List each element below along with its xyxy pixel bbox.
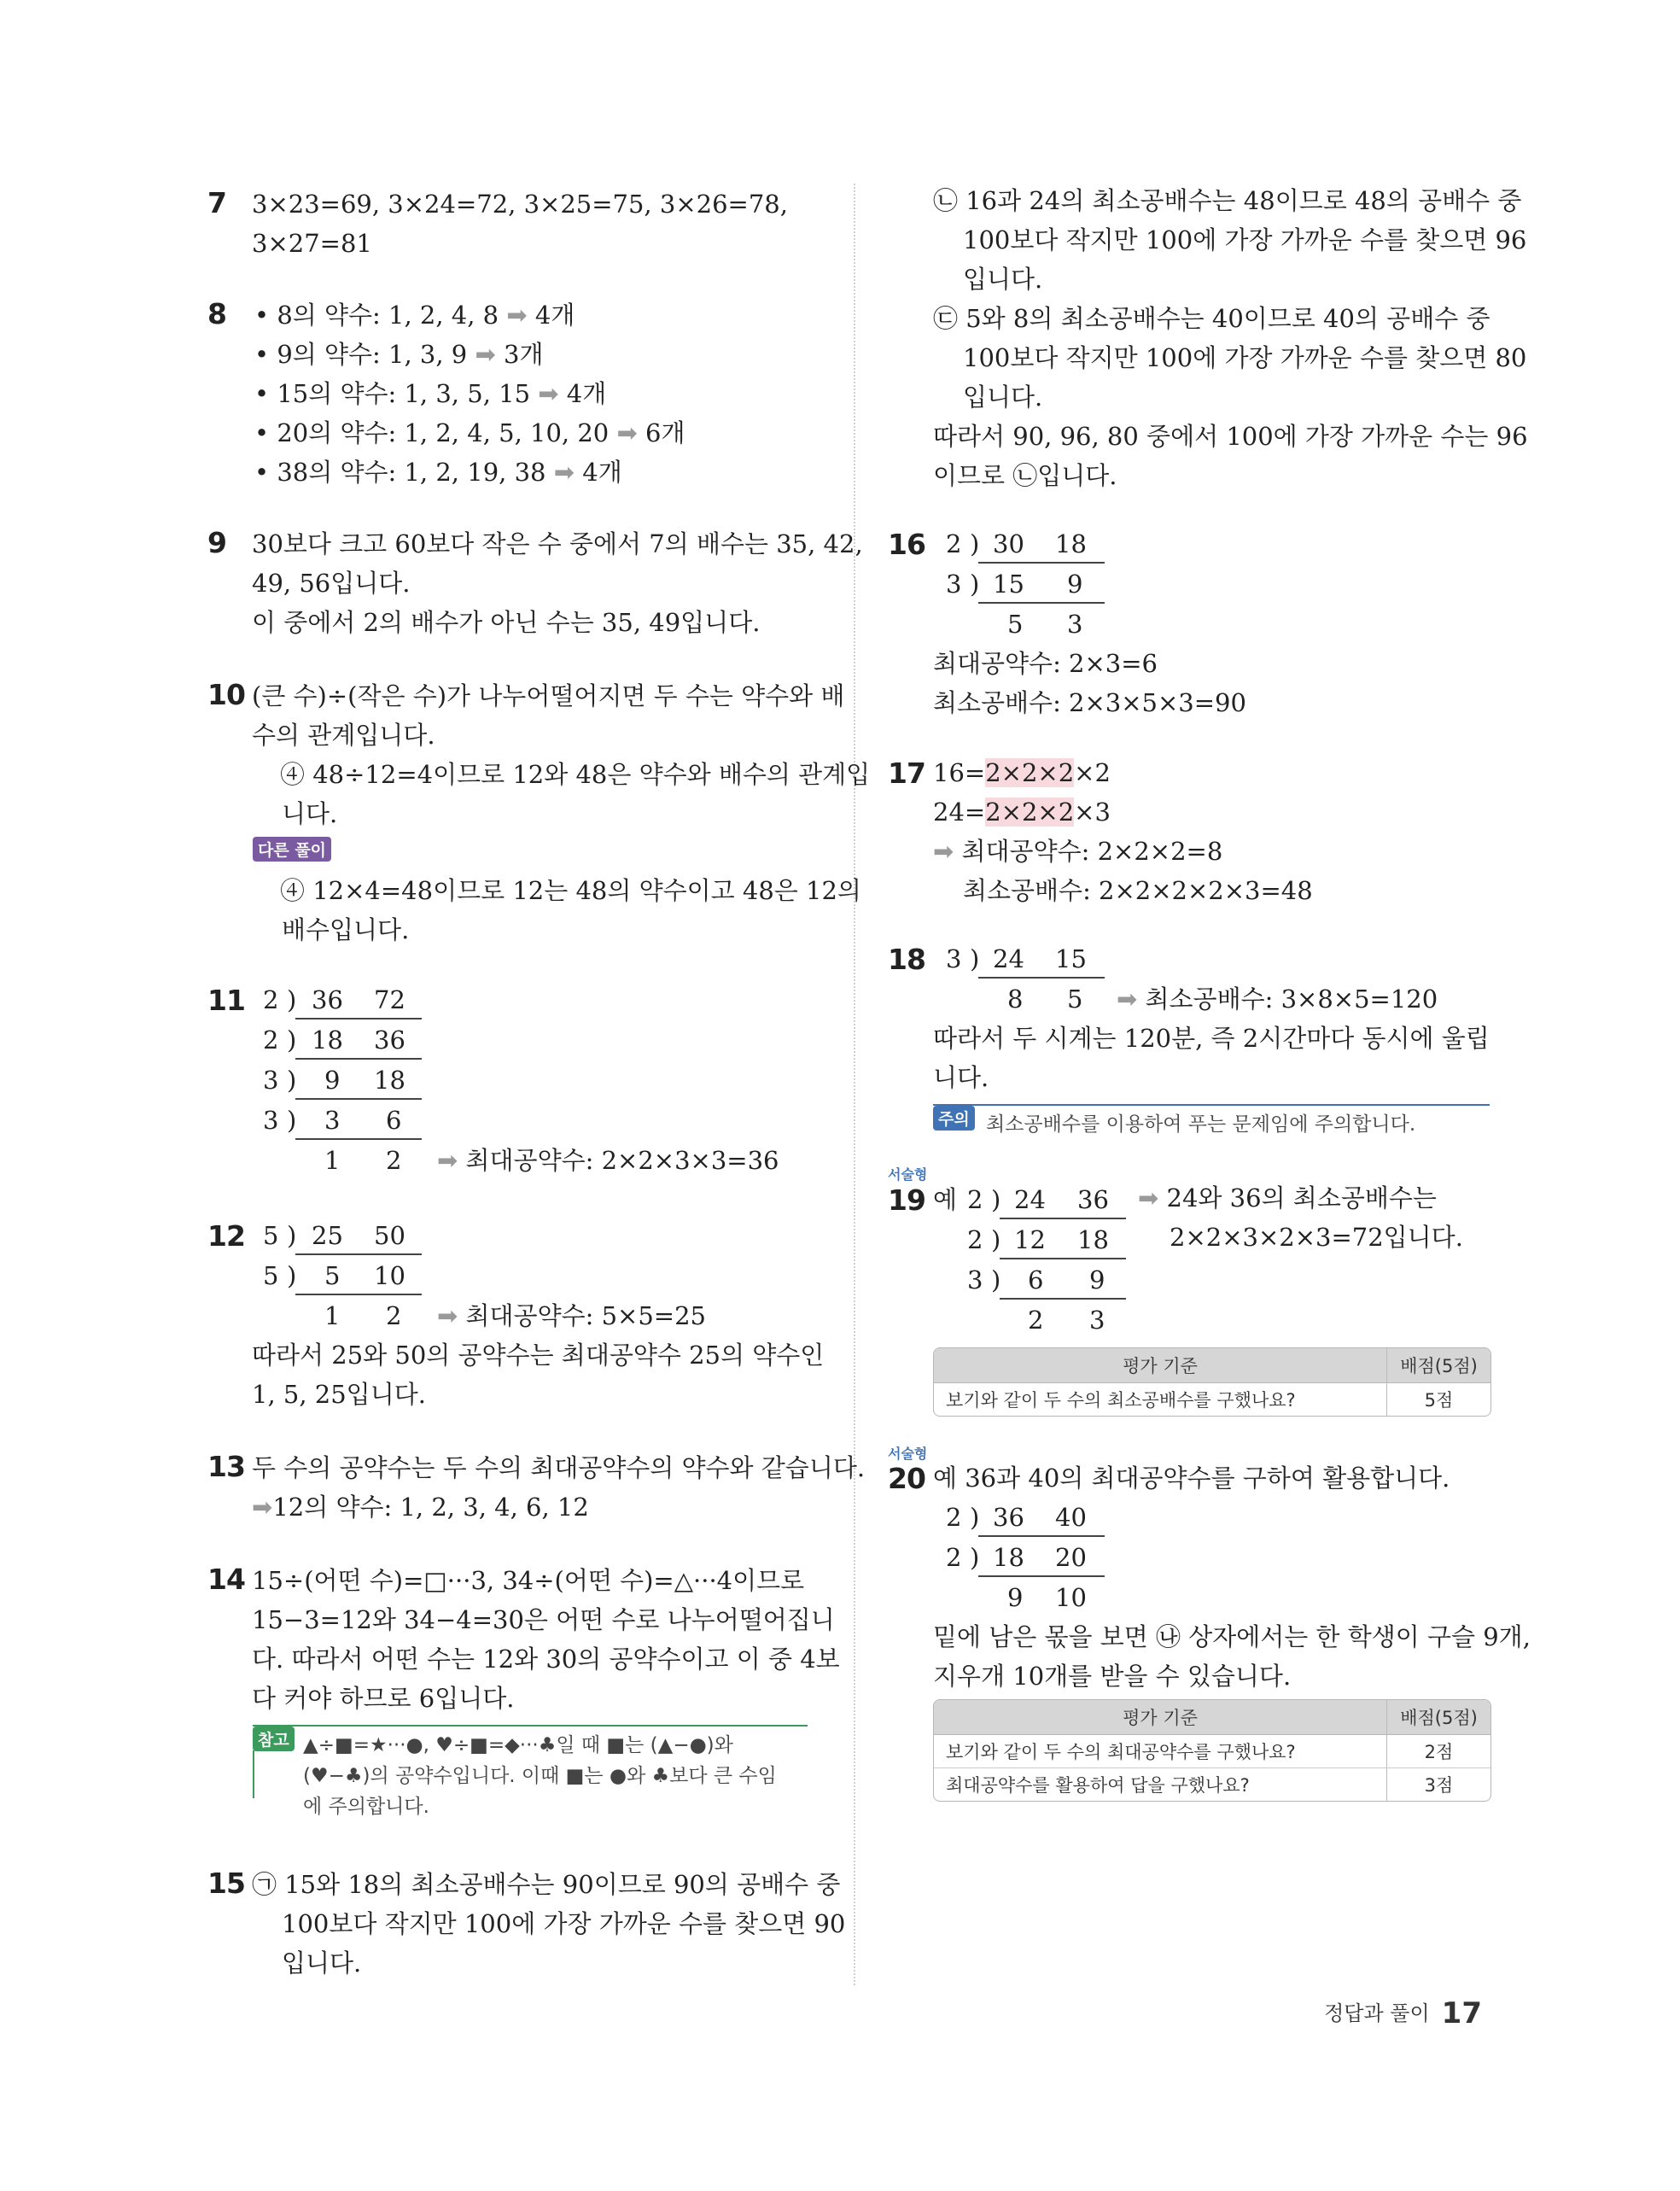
q13-number: 13 [207, 1450, 245, 1483]
q8-item: • 20의 약수: 1, 2, 4, 5, 10, 20 ➡ 6개 [254, 418, 685, 447]
q16-line2: 최소공배수: 2×3×5×3=90 [933, 688, 1246, 717]
q14-number: 14 [207, 1563, 245, 1596]
q7-number: 7 [207, 186, 226, 219]
q14-note1: ▲÷■=★···●, ♥÷■=◆···♣일 때 ■는 (▲−●)와 [303, 1734, 733, 1756]
q15-line3: 입니다. [282, 1949, 362, 1978]
other-solution-tag: 다른 풀이 [253, 837, 331, 862]
q17-line1: 16=2×2×2×2 [933, 758, 1111, 787]
q13-line2: ➡12의 약수: 1, 2, 3, 4, 6, 12 [252, 1493, 589, 1522]
q10-line5: ④ 12×4=48이므로 12는 48의 약수이고 48은 12의 [280, 876, 861, 905]
arrow-icon: ➡ [1138, 1183, 1159, 1212]
essay-label: 서술형 [888, 1166, 928, 1183]
q18-line2: 니다. [933, 1063, 989, 1092]
q14-line2: 15−3=12와 34−4=30은 어떤 수로 나누어떨어집니 [252, 1605, 835, 1634]
arrow-icon: ➡ [506, 301, 528, 330]
q10-line2: 수의 관계입니다. [252, 721, 435, 750]
q7-line2: 3×27=81 [252, 229, 372, 258]
q8-item: • 9의 약수: 1, 3, 9 ➡ 3개 [254, 340, 544, 369]
caution-rule [933, 1104, 1490, 1106]
q15-right6: 입니다. [963, 383, 1043, 412]
q18-line1: 따라서 두 시계는 120분, 즉 2시간마다 동시에 울립 [933, 1024, 1490, 1053]
q20-number: 20 [888, 1462, 925, 1495]
q14-note3: 에 주의합니다. [303, 1796, 429, 1818]
reference-tag: 참고 [253, 1727, 295, 1751]
q10-line1: (큰 수)÷(작은 수)가 나누어떨어지면 두 수는 약수와 배 [252, 681, 845, 710]
q19-number: 19 [888, 1183, 925, 1217]
q15-right4: ㉢ 5와 8의 최소공배수는 40이므로 40의 공배수 중 [933, 304, 1490, 333]
q14-line1: 15÷(어떤 수)=□···3, 34÷(어떤 수)=△···4이므로 [252, 1566, 805, 1595]
column-divider [854, 184, 855, 1985]
note-rule [253, 1725, 808, 1727]
q20-grading-table: 평가 기준 배점(5점) 보기와 같이 두 수의 최대공약수를 구했나요? 2점 최대공약수를 활용하여 답을 구했나요? 3점 [933, 1699, 1491, 1802]
arrow-icon: ➡ [616, 418, 638, 447]
q15-number: 15 [207, 1867, 245, 1900]
q8-number: 8 [207, 297, 226, 330]
arrow-icon: ➡ [1117, 984, 1138, 1014]
table-row: 최대공약수를 활용하여 답을 구했나요? 3점 [934, 1768, 1490, 1801]
q10-line4: 니다. [282, 799, 338, 828]
q16-number: 16 [888, 528, 925, 561]
q8-item: • 38의 약수: 1, 2, 19, 38 ➡ 4개 [254, 458, 622, 487]
q15-line1: ㉠ 15와 18의 최소공배수는 90이므로 90의 공배수 중 [252, 1870, 841, 1899]
q7-line1: 3×23=69, 3×24=72, 3×25=75, 3×26=78, [252, 190, 788, 219]
q15-right1: ㉡ 16과 24의 최소공배수는 48이므로 48의 공배수 중 [933, 186, 1522, 215]
q16-line1: 최대공약수: 2×3=6 [933, 649, 1158, 678]
q17-number: 17 [888, 757, 925, 790]
caution-tag: 주의 [933, 1106, 975, 1131]
footer-label: 정답과 풀이 [1324, 2001, 1430, 2025]
table-row: 보기와 같이 두 수의 최소공배수를 구했나요? 5점 [934, 1383, 1490, 1416]
q9-number: 9 [207, 526, 226, 559]
q18-number: 18 [888, 943, 925, 976]
q19-answer1: ➡ 24와 36의 최소공배수는 [1138, 1183, 1437, 1212]
q10-line6: 배수입니다. [282, 915, 410, 944]
q9-line2: 49, 56입니다. [252, 569, 411, 598]
q18-answer: ➡ 최소공배수: 3×8×5=120 [1117, 984, 1438, 1014]
q15-right8: 이므로 ㉡입니다. [933, 461, 1117, 490]
q14-line4: 다 커야 하므로 6입니다. [252, 1684, 515, 1713]
q11-answer: ➡ 최대공약수: 2×2×3×3=36 [437, 1146, 779, 1175]
q15-right5: 100보다 작지만 100에 가장 가까운 수를 찾으면 80 [963, 343, 1527, 372]
q12-answer: ➡ 최대공약수: 5×5=25 [437, 1301, 706, 1330]
page-number: 17 [1441, 1996, 1482, 2030]
q9-line3: 이 중에서 2의 배수가 아닌 수는 35, 49입니다. [252, 608, 761, 637]
arrow-icon: ➡ [538, 379, 559, 408]
table-row: 보기와 같이 두 수의 최대공약수를 구했나요? 2점 [934, 1735, 1490, 1768]
q8-item: • 8의 약수: 1, 2, 4, 8 ➡ 4개 [254, 301, 575, 330]
example-mark: 예 [933, 1185, 958, 1214]
q12-number: 12 [207, 1219, 245, 1253]
q13-line1: 두 수의 공약수는 두 수의 최대공약수의 약수와 같습니다. [252, 1453, 866, 1482]
arrow-icon: ➡ [252, 1493, 273, 1522]
q15-right3: 입니다. [963, 265, 1043, 294]
q15-right2: 100보다 작지만 100에 가장 가까운 수를 찾으면 96 [963, 225, 1527, 254]
q14-line3: 다. 따라서 어떤 수는 12와 30의 공약수이고 이 중 4보 [252, 1645, 840, 1674]
q8-item: • 15의 약수: 1, 3, 5, 15 ➡ 4개 [254, 379, 607, 408]
q9-line1: 30보다 크고 60보다 작은 수 중에서 7의 배수는 35, 42, [252, 529, 863, 558]
q18-note: 최소공배수를 이용하여 푸는 문제임에 주의합니다. [986, 1113, 1416, 1136]
q17-line2: 24=2×2×2×3 [933, 798, 1111, 827]
q20-line1: 밑에 남은 몫을 보면 ㉯ 상자에서는 한 학생이 구슬 9개, [933, 1622, 1531, 1651]
arrow-icon: ➡ [553, 458, 575, 487]
q19-grading-table: 평가 기준 배점(5점) 보기와 같이 두 수의 최소공배수를 구했나요? 5점 [933, 1347, 1491, 1417]
arrow-icon: ➡ [437, 1146, 458, 1175]
q12-line1: 따라서 25와 50의 공약수는 최대공약수 25의 약수인 [252, 1341, 825, 1370]
note-side-rule [253, 1750, 254, 1798]
q10-number: 10 [207, 678, 245, 711]
arrow-icon: ➡ [933, 837, 954, 866]
q19-answer2: 2×2×3×2×3=72입니다. [1170, 1223, 1463, 1252]
q15-right7: 따라서 90, 96, 80 중에서 100에 가장 가까운 수는 96 [933, 422, 1528, 451]
q12-line2: 1, 5, 25입니다. [252, 1380, 426, 1409]
q10-line3: ④ 48÷12=4이므로 12와 48은 약수와 배수의 관계입 [280, 760, 871, 789]
q17-line4: 최소공배수: 2×2×2×2×3=48 [963, 876, 1313, 905]
arrow-icon: ➡ [437, 1301, 458, 1330]
q17-line3: ➡ 최대공약수: 2×2×2=8 [933, 837, 1223, 866]
q11-number: 11 [207, 984, 245, 1017]
q14-note2: (♥−♣)의 공약수입니다. 이때 ■는 ●와 ♣보다 큰 수임 [303, 1765, 777, 1787]
essay-label: 서술형 [888, 1446, 928, 1462]
arrow-icon: ➡ [475, 340, 496, 369]
page-footer [1324, 1996, 1482, 2030]
q20-line2: 지우개 10개를 받을 수 있습니다. [933, 1662, 1292, 1691]
q20-line0: 예 36과 40의 최대공약수를 구하여 활용합니다. [933, 1464, 1450, 1493]
q15-line2: 100보다 작지만 100에 가장 가까운 수를 찾으면 90 [282, 1909, 846, 1938]
